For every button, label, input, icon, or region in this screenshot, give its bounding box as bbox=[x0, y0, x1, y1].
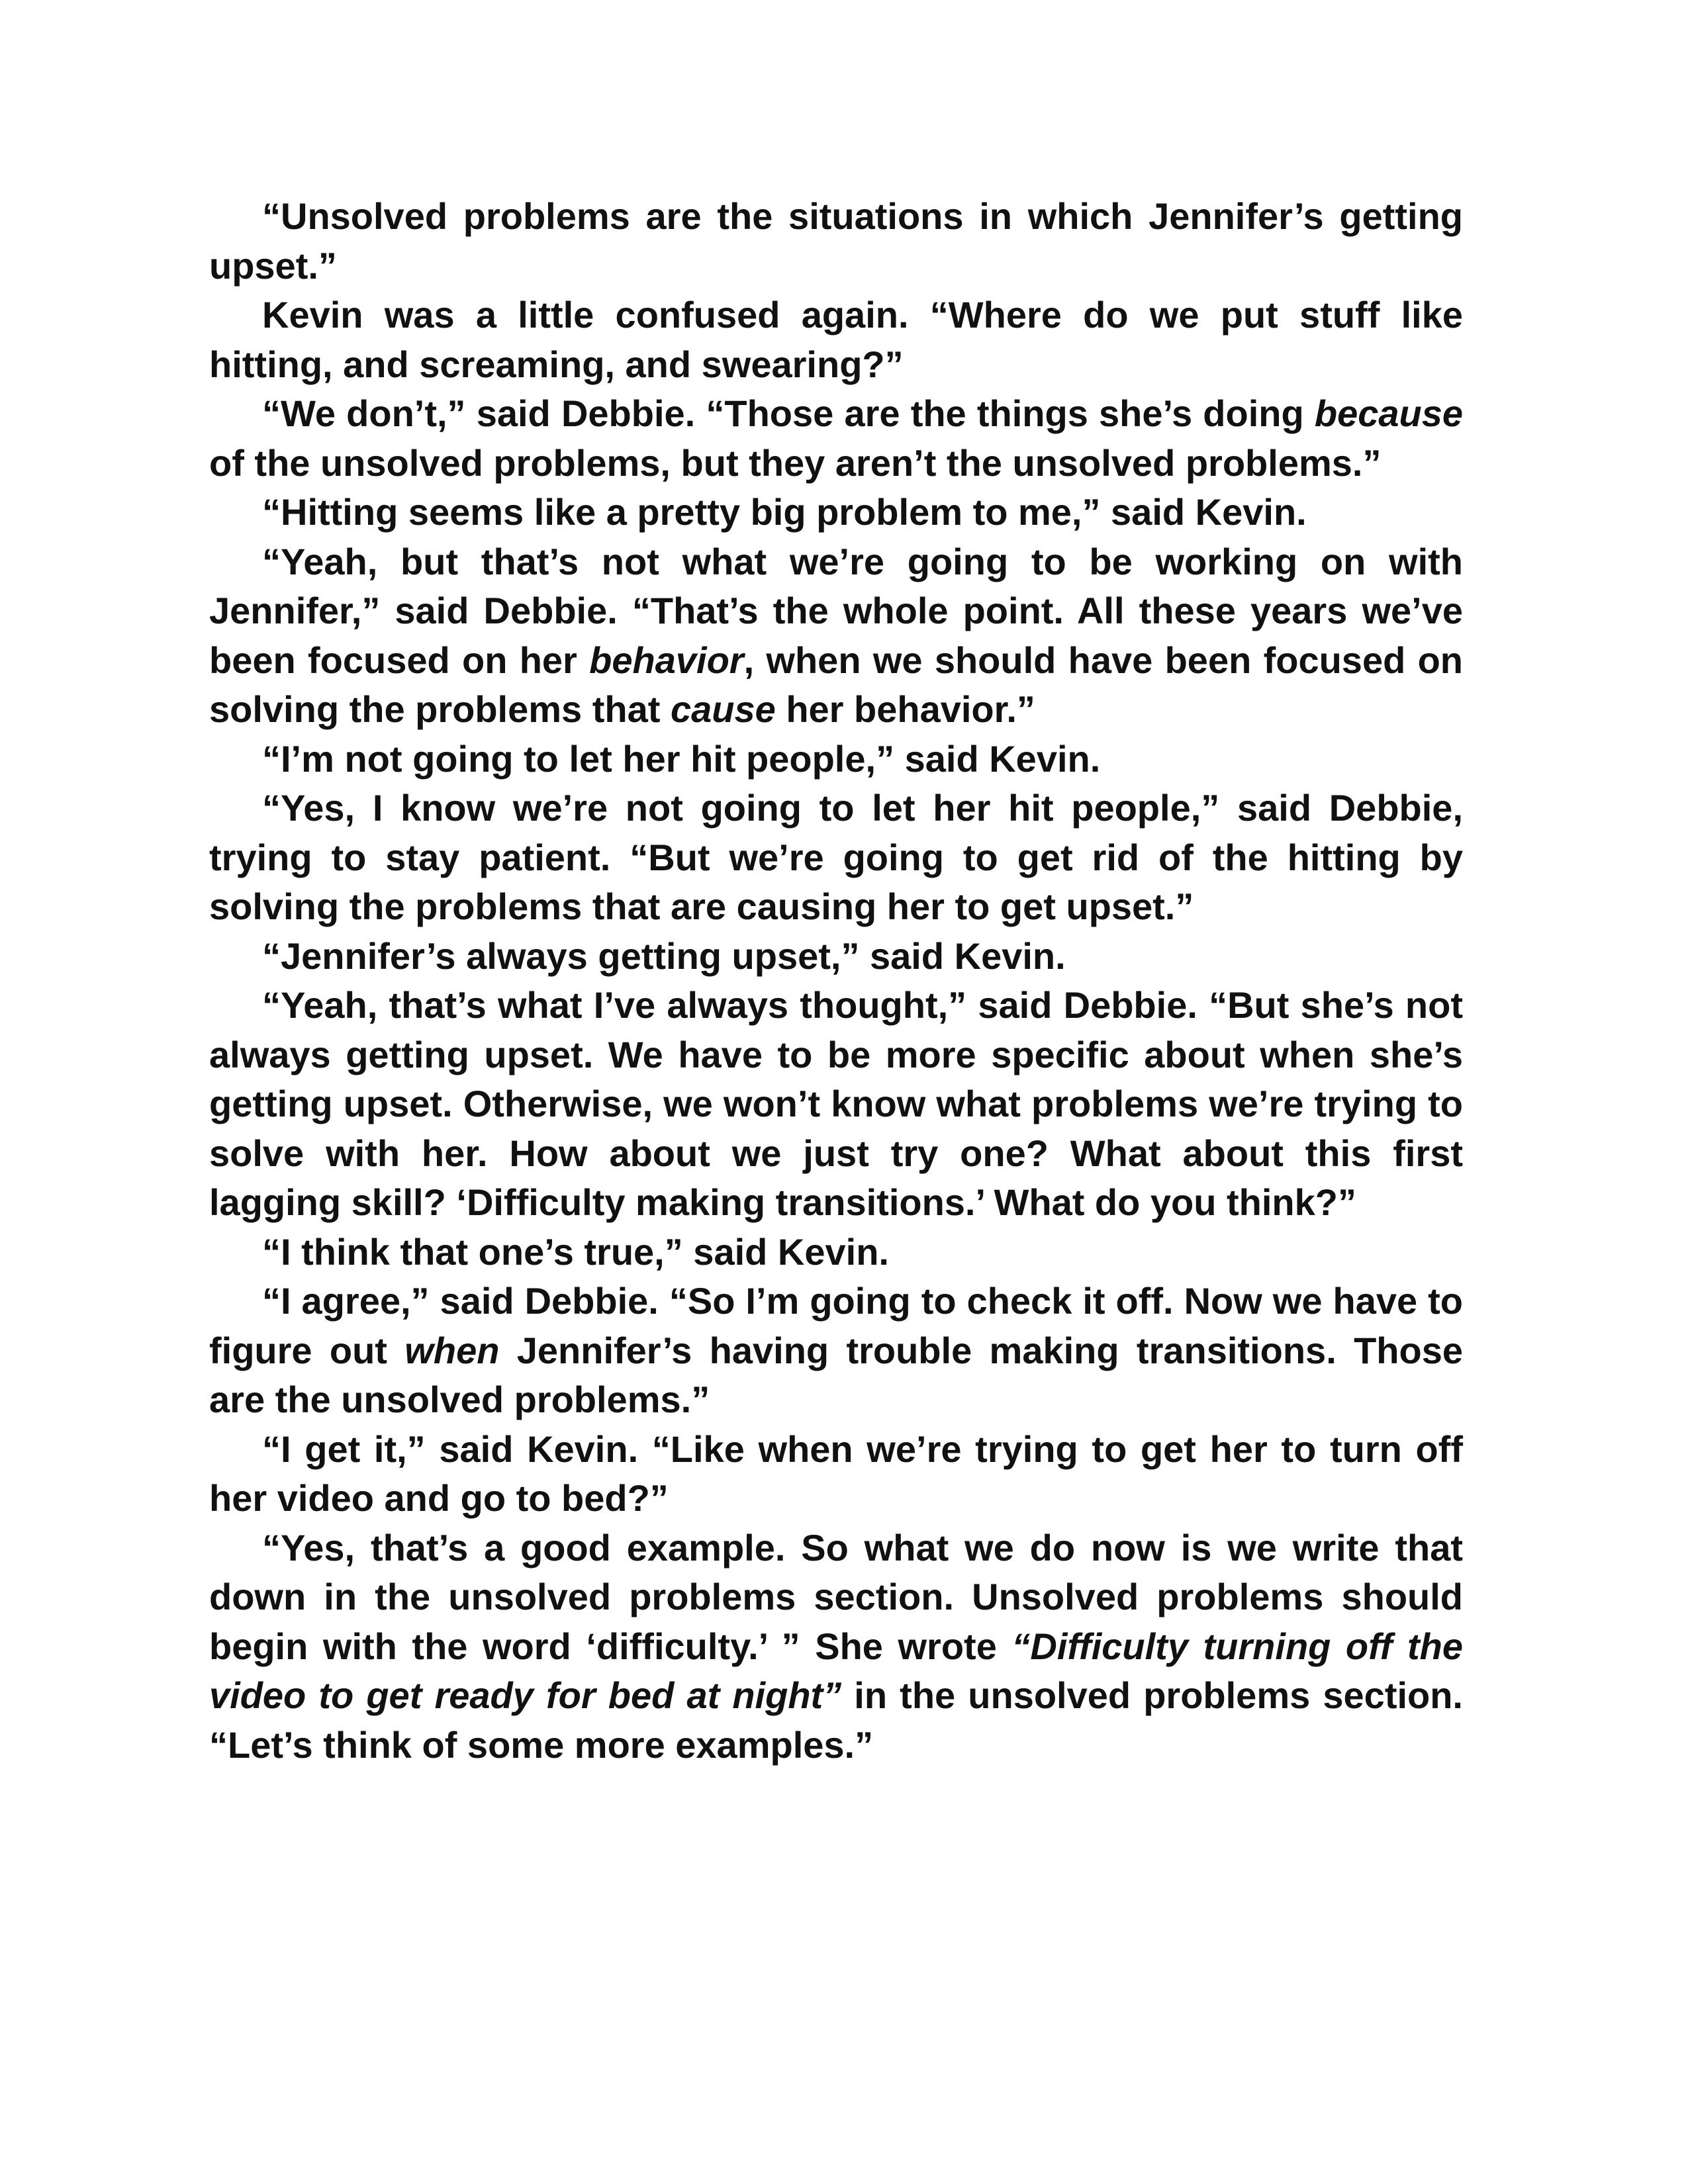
paragraph bbox=[209, 735, 1463, 784]
text-run: “I think that one’s true,” said Kevin. bbox=[262, 1230, 889, 1273]
paragraph bbox=[209, 784, 1463, 932]
italic-text: because bbox=[1314, 392, 1463, 434]
paragraph bbox=[209, 981, 1463, 1228]
text-run: “Yes, that’s a good example. So what we do now is we write that down in the unsolved problems section. Unsolved problems should begin with the word ‘difficulty.’ ” She wrote bbox=[209, 1526, 1463, 1667]
text-run: in the unsolved problems section. “Let’s think of some more examples.” bbox=[209, 1674, 1463, 1766]
text-run: “Hitting seems like a pretty big problem to me,” said Kevin. bbox=[262, 491, 1307, 533]
text-run: “Yes, I know we’re not going to let her hit people,” said Debbie, trying to stay patient. “But we’re going to get rid of the hitting by solving the problems that are causing her to get upset.” bbox=[209, 787, 1463, 927]
text-run: “We don’t,” said Debbie. “Those are the things she’s doing bbox=[262, 392, 1315, 434]
paragraph bbox=[209, 932, 1463, 981]
text-run: Jennifer’s having trouble making transitions. Those are the unsolved problems.” bbox=[209, 1329, 1463, 1420]
italic-text: cause bbox=[670, 688, 776, 730]
text-run: “Jennifer’s always getting upset,” said Kevin. bbox=[262, 934, 1066, 977]
text-run: “I get it,” said Kevin. “Like when we’re trying to get her to turn off her video and go to bed?” bbox=[209, 1428, 1463, 1519]
paragraph bbox=[209, 1425, 1463, 1524]
paragraph bbox=[209, 1228, 1463, 1277]
italic-text: “Difficulty turning off the video to get ready for bed at night” bbox=[209, 1625, 1463, 1716]
text-run: Kevin was a little confused again. “Where do we put stuff like hitting, and screaming, and swearing?” bbox=[209, 294, 1463, 385]
paragraph bbox=[209, 192, 1463, 291]
document-page bbox=[209, 192, 1463, 1770]
paragraph bbox=[209, 537, 1463, 735]
text-run: her behavior.” bbox=[775, 688, 1035, 730]
text-run: “Yeah, that’s what I’ve always thought,” said Debbie. “But she’s not always getting upset. We have to be more specific about when she’s getting upset. Otherwise, we won’t know what problems we’re trying to solve with her. How about we just try one? What about this first lagging skill? ‘Difficulty making transitions.’ What do you think?” bbox=[209, 984, 1463, 1223]
paragraph bbox=[209, 1524, 1463, 1770]
text-run: “Unsolved problems are the situations in which Jennifer’s getting upset.” bbox=[209, 195, 1463, 287]
paragraph bbox=[209, 1277, 1463, 1425]
paragraph bbox=[209, 389, 1463, 488]
paragraph bbox=[209, 291, 1463, 389]
paragraph bbox=[209, 488, 1463, 537]
italic-text: when bbox=[404, 1329, 500, 1371]
text-run: “I agree,” said Debbie. “So I’m going to check it off. Now we have to figure out bbox=[209, 1280, 1463, 1371]
text-run: , when we should have been focused on solving the problems that bbox=[209, 639, 1464, 730]
text-run: of the unsolved problems, but they aren’t the unsolved problems.” bbox=[209, 441, 1382, 484]
text-run: “Yeah, but that’s not what we’re going to be working on with Jennifer,” said Debbie. “That’s the whole point. All these years we’ve been focused on her bbox=[209, 540, 1463, 681]
italic-text: behavior bbox=[589, 639, 744, 681]
text-run: “I’m not going to let her hit people,” said Kevin. bbox=[262, 737, 1101, 780]
